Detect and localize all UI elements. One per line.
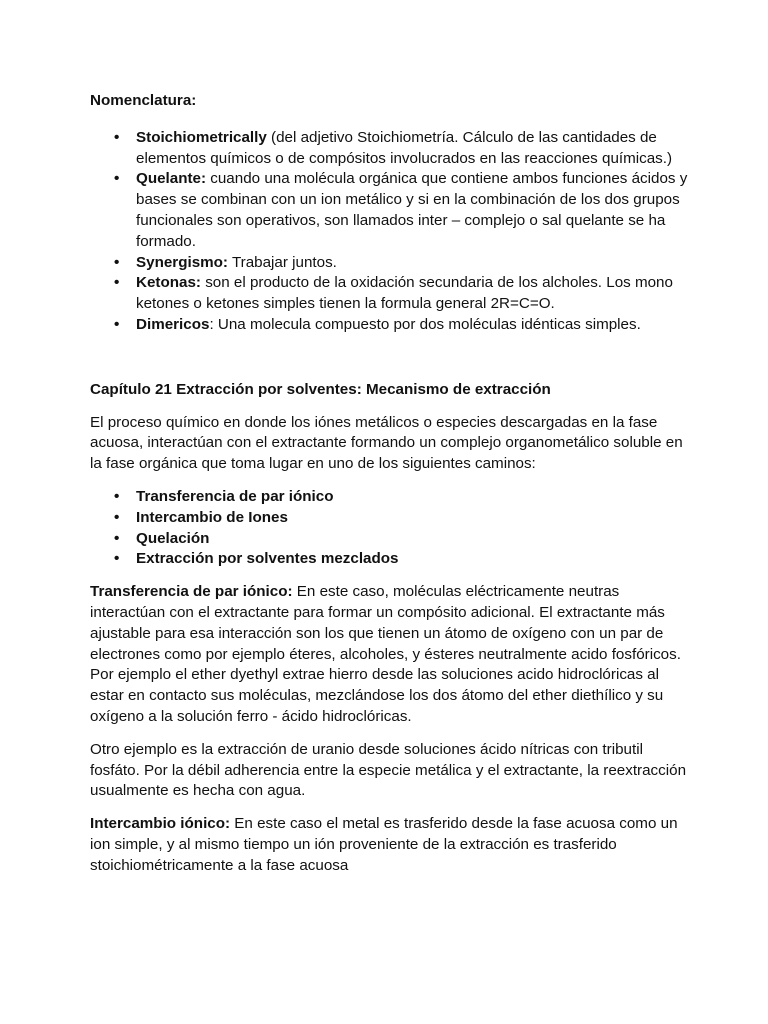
list-item: [90, 273, 690, 315]
paragraph-ion-pair-transfer: [90, 582, 690, 728]
document-page: [90, 91, 690, 877]
nomenclature-heading: Nomenclatura:: [90, 92, 197, 109]
term: Synergismo:: [136, 253, 228, 271]
bullet-icon: •: [114, 529, 120, 547]
chapter-intro: El proceso químico en donde los iónes metálicos o especies descargadas en la fase acuosa, interactúan con el extractante formando un complejo organometálico soluble en la fase orgánica que toma lugar en uno de los siguientes caminos:: [90, 413, 683, 473]
bullet-icon: •: [114, 128, 120, 146]
bullet-icon: •: [114, 550, 120, 568]
paragraph-ion-exchange: [90, 814, 690, 876]
list-item: [90, 487, 690, 508]
bullet-icon: •: [114, 170, 120, 188]
paragraph-term: Intercambio iónico:: [90, 815, 231, 833]
chapter-heading: Capítulo 21 Extracción por solventes: Mecanismo de extracción: [90, 380, 551, 398]
definition: cuando una molécula orgánica que contiene ambos funciones ácidos y bases se combinan con un ion metálico y si en la combinación de los dos grupos funcionales son operativos, son llamados inter – complejo o sal quelante se ha formado.: [136, 170, 688, 250]
bullet-icon: •: [114, 274, 120, 292]
bullet-icon: •: [114, 487, 120, 505]
list-item: [90, 253, 690, 274]
list-item: [90, 529, 690, 550]
bullet-icon: •: [114, 253, 120, 271]
bullet-icon: •: [114, 315, 120, 333]
list-item: [90, 315, 690, 336]
term: Stoichiometrically: [136, 128, 267, 146]
paragraph-text: En este caso, moléculas eléctricamente neutras interactúan con el extractante para formar un compósito adicional. El extractante más ajustable para esa interacción son los que tienen un átomo de oxígeno con un par de electrones como por ejemplo éteres, alcoholes, y ésteres neutralmente acido fosfóricos. Por ejemplo el ether dyethyl extrae hierro desde las soluciones acido hidroclóricas al estar en contacto sus moléculas, mezclándose los dos átomo del ether diethílico y su oxígeno a la solución ferro - ácido hidroclóricas.: [90, 583, 681, 725]
path-label: Extracción por solventes mezclados: [136, 550, 399, 568]
list-item: [90, 508, 690, 529]
path-label: Quelación: [136, 529, 210, 547]
term: Ketonas:: [136, 274, 201, 292]
bullet-icon: •: [114, 508, 120, 526]
term: Dimericos: [136, 315, 210, 333]
definition: (del adjetivo Stoichiometría. Cálculo de las cantidades de elementos químicos o de compósitos involucrados en las reacciones químicas.): [136, 128, 673, 167]
paragraph-text: En este caso el metal es trasferido desde la fase acuosa como un ion simple, y al mismo tiempo un ión proveniente de la extracción es trasferido stoichiométricamente a la fase acuosa: [90, 815, 678, 874]
list-item: [90, 128, 690, 170]
definition: Trabajar juntos.: [228, 253, 337, 271]
path-label: Transferencia de par iónico: [136, 487, 334, 505]
list-item: [90, 549, 690, 570]
list-item: [90, 169, 690, 252]
paragraph-uranium-example: Otro ejemplo es la extracción de uranio desde soluciones ácido nítricas con tributil fosfáto. Por la débil adherencia entre la especie metálica y el extractante, la reextracción usualmente es hecha con agua.: [90, 740, 687, 800]
term: Quelante:: [136, 170, 207, 188]
definition: son el producto de la oxidación secundaria de los alcholes. Los mono ketones o ketones simples tienen la formula general 2R=C=O.: [136, 274, 673, 313]
extraction-paths-list: [90, 487, 690, 570]
path-label: Intercambio de Iones: [136, 508, 288, 526]
nomenclature-list: [90, 128, 690, 336]
definition: : Una molecula compuesto por dos moléculas idénticas simples.: [209, 315, 641, 333]
paragraph-term: Transferencia de par iónico:: [90, 583, 293, 601]
